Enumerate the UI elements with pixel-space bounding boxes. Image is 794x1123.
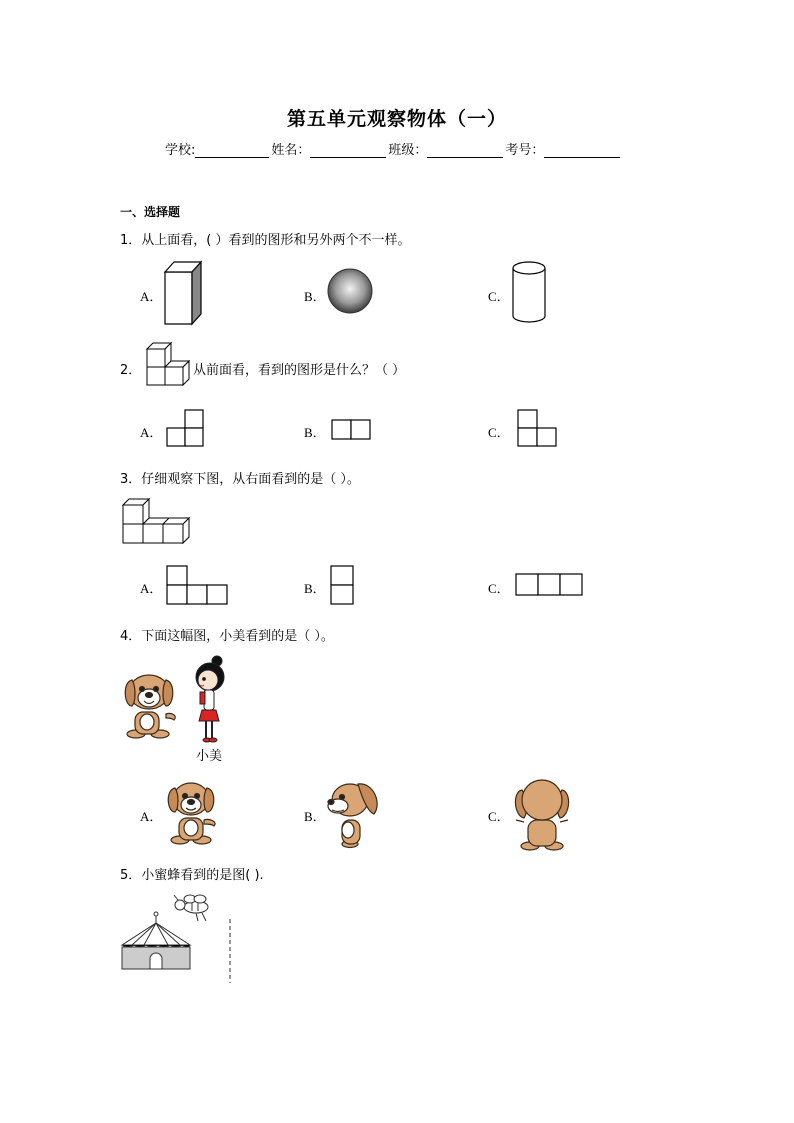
question-number: 1． — [120, 233, 142, 248]
question-number: 5． — [120, 868, 142, 883]
sphere-figure — [327, 268, 373, 314]
q3-option-a-label[interactable]: A． — [140, 581, 163, 596]
school-label: 学校: — [165, 143, 196, 158]
q1-option-b-label[interactable]: B． — [304, 289, 326, 304]
q2-option-a-label[interactable]: A． — [140, 425, 163, 440]
dog-front-view — [164, 780, 224, 848]
q2-option-c-label[interactable]: C． — [488, 425, 510, 440]
dog-back-view — [512, 776, 576, 852]
section-heading: 一、选择题 — [120, 205, 181, 219]
q3-option-b-label[interactable]: B． — [304, 581, 326, 596]
class-label: 班级： — [388, 143, 428, 158]
cube-stack-figure — [146, 345, 190, 387]
question-2-number: 2． — [120, 363, 142, 378]
question-text: 从上面看，( ）看到的图形和另外两个不一样。 — [141, 233, 411, 248]
student-info — [165, 139, 622, 158]
question-3 — [120, 468, 360, 487]
question-5 — [120, 864, 264, 883]
question-1 — [120, 229, 411, 248]
girl-xiaomei-figure — [190, 655, 234, 745]
xiaomei-caption: 小美 — [196, 749, 223, 764]
q4-option-b-label[interactable]: B． — [304, 809, 326, 824]
dog-scene-figure — [122, 672, 182, 744]
question-text: 下面这幅图，小美看到的是（ ）。 — [141, 629, 334, 644]
cylinder-figure — [511, 260, 547, 326]
q3-option-c-label[interactable]: C． — [488, 581, 510, 596]
name-label: 姓名： — [271, 143, 311, 158]
q2-option-b-label[interactable]: B． — [304, 425, 326, 440]
question-text: 仔细观察下图，从右面看到的是（ ）。 — [141, 472, 360, 487]
q4-option-a-label[interactable]: A． — [140, 809, 163, 824]
dog-side-view — [328, 778, 384, 850]
name-field[interactable] — [310, 143, 386, 158]
cube-row-figure — [122, 502, 192, 546]
question-number: 3． — [120, 472, 142, 487]
question-4 — [120, 625, 334, 644]
school-field[interactable] — [195, 143, 269, 158]
question-2-text: 从前面看，看到的图形是什么？（ ） — [193, 363, 406, 378]
q4-option-c-label[interactable]: C． — [488, 809, 510, 824]
right-view-a — [166, 565, 230, 607]
question-text: 小蜜蜂看到的是图( ). — [141, 868, 264, 883]
right-view-b — [330, 565, 356, 607]
number-field[interactable] — [544, 143, 620, 158]
view-shape-a — [166, 409, 206, 449]
cuboid-figure — [164, 260, 204, 328]
number-label: 考号： — [505, 143, 545, 158]
question-number: 4． — [120, 629, 142, 644]
view-shape-c — [517, 409, 559, 449]
view-shape-b — [331, 419, 373, 441]
q1-option-c-label[interactable]: C． — [488, 289, 510, 304]
page-title: 第五单元观察物体（一） — [286, 108, 507, 130]
right-view-c — [515, 573, 585, 597]
class-field[interactable] — [427, 143, 503, 158]
q1-option-a-label[interactable]: A． — [140, 289, 163, 304]
tent-and-bee-figure — [118, 893, 238, 985]
